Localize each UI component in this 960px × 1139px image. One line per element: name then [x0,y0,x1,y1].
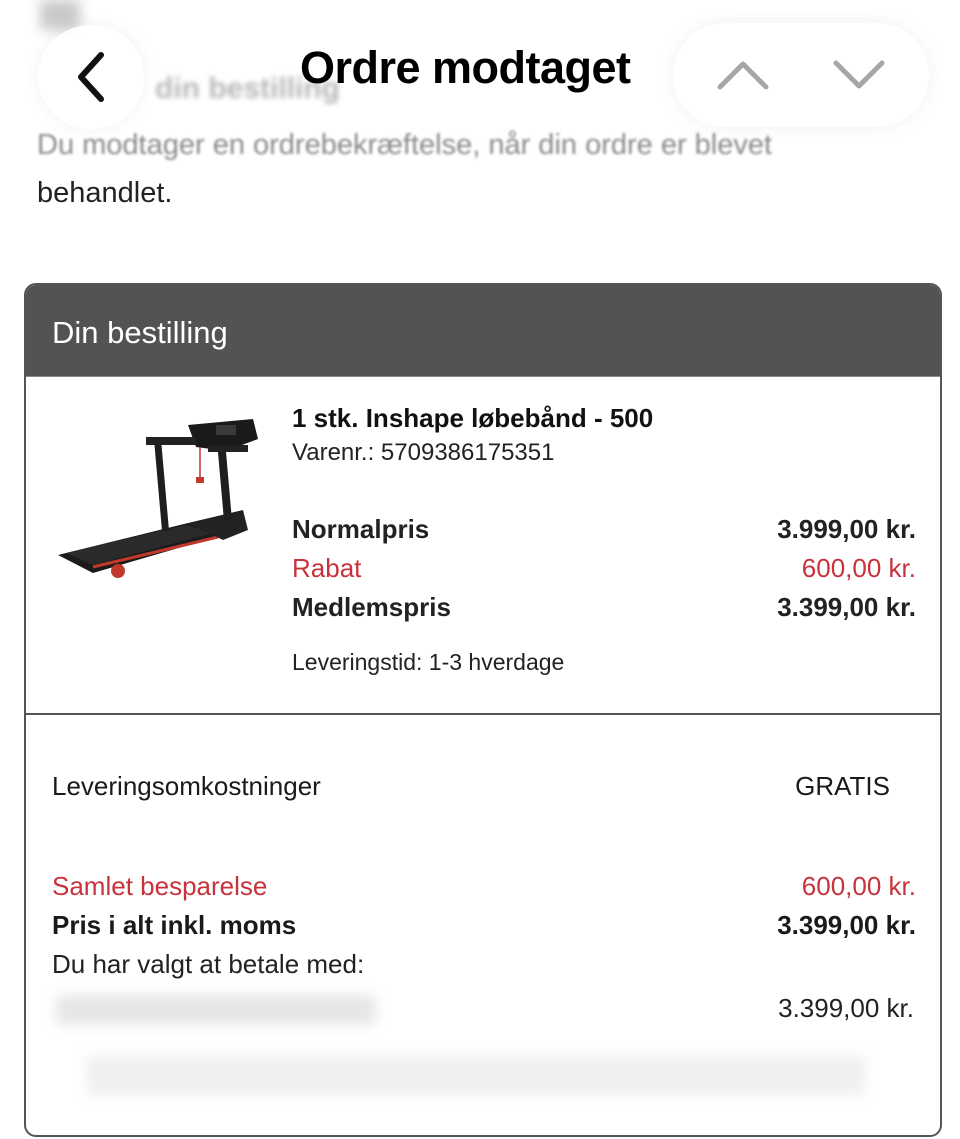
price-label: Rabat [292,553,362,583]
savings-value: 600,00 kr. [801,871,916,901]
previous-button[interactable] [703,35,783,115]
total-row [52,906,916,945]
shipping-value: GRATIS [795,771,890,801]
back-button[interactable] [38,25,144,129]
order-card [24,283,942,1137]
savings-row [52,867,916,906]
payment-amount: 3.399,00 kr. [778,993,914,1023]
normal-price-row [292,510,916,549]
page-title: Ordre modtaget [300,42,631,93]
price-label: Medlemspris [292,592,451,622]
chevron-down-icon [831,58,887,92]
blurred-heading: din bestilling [155,72,340,105]
product-name[interactable]: 1 stk. Inshape løbebånd - 500 [292,403,654,433]
card-header: Din bestilling [26,285,940,376]
price-value: 3.999,00 kr. [777,514,916,544]
blurred-payment-method [56,995,376,1025]
product-sku: Varenr.: 5709386175351 [292,439,555,466]
chevron-up-icon [715,58,771,92]
treadmill-image [48,405,258,585]
totals [52,867,916,984]
price-value: 600,00 kr. [801,553,916,583]
intro-line-1: Du modtager en ordrebekræftelse, når din ordre er blevet [37,129,773,161]
blurred-content [40,0,80,30]
delivery-time: Leveringstid: 1-3 hverdage [292,649,565,675]
price-value: 3.399,00 kr. [777,592,916,622]
price-label: Normalpris [292,514,430,544]
payment-method-row [52,945,916,984]
product-line [26,376,940,715]
shipping-row [52,771,890,802]
total-value: 3.399,00 kr. [777,910,916,940]
member-price-row [292,588,916,627]
discount-row [292,549,916,588]
price-breakdown [292,510,916,627]
payment-label: Du har valgt at betale med: [52,949,365,979]
next-button[interactable] [819,35,899,115]
order-summary [26,715,940,1135]
intro-text [37,121,917,217]
order-navigation [673,23,929,127]
chevron-left-icon [71,47,111,107]
shipping-label: Leveringsomkostninger [52,771,321,801]
total-label: Pris i alt inkl. moms [52,910,297,940]
savings-label: Samlet besparelse [52,871,268,901]
blurred-content [86,1055,866,1095]
intro-line-2: behandlet. [37,177,173,209]
